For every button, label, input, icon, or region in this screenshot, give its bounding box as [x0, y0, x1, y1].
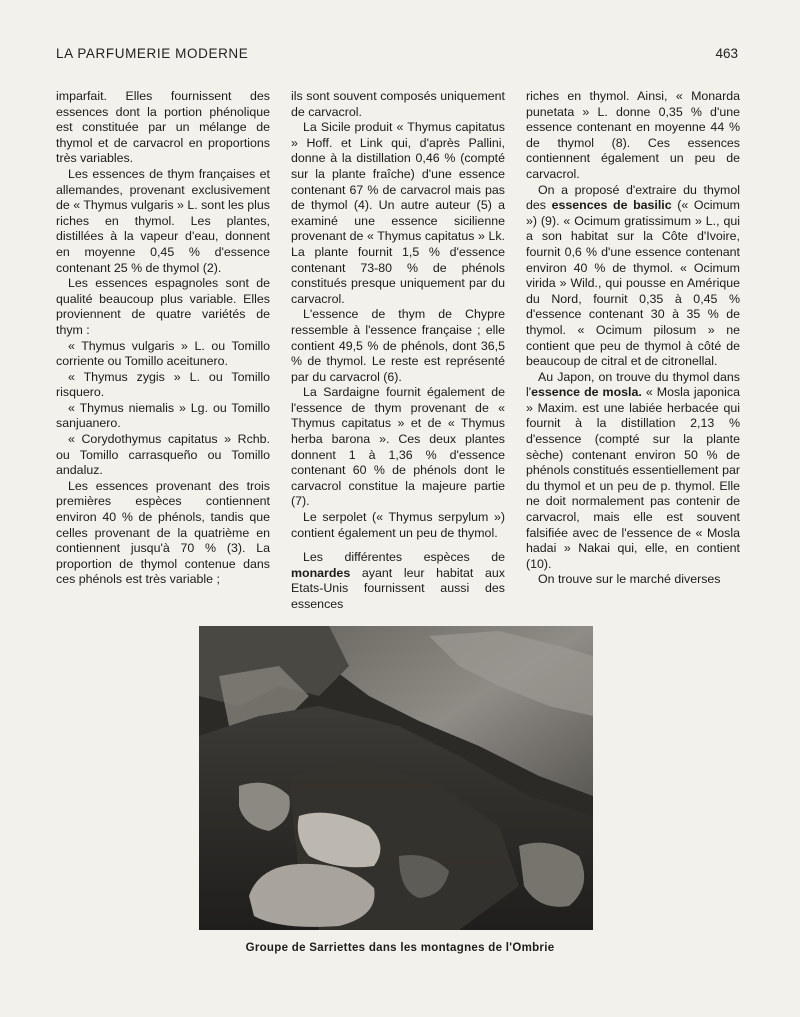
column-3	[526, 89, 740, 587]
paragraph	[291, 550, 505, 612]
paragraph: ils sont souvent composés uniquement de carvacrol.	[291, 89, 505, 119]
text-run: « Mosla japonica » Maxim. est une labiée herbacée qui fournit à la distillation 2,13 % d'essence (compté sur la plante sèche) contenant environ 50 % de phénols constitués essentiellement par du thymol et un peu de p. thymol. Elle ne doit normalement pas contenir de carvacrol, mais elle est souvent falsifiée avec de l'essence de « Mosla hadai » Nakai qui, elle, en contient (10).	[526, 385, 740, 571]
bold-term: essence de mosla.	[531, 385, 642, 400]
article-body	[56, 89, 740, 611]
paragraph	[526, 370, 740, 573]
paragraph: « Corydothymus capitatus » Rchb. ou Tomillo carrasqueño ou Tomillo andaluz.	[56, 432, 270, 478]
paragraph: « Thymus zygis » L. ou Tomillo risquero.	[56, 369, 270, 400]
bold-term: monardes	[291, 565, 351, 580]
paragraph: La Sicile produit « Thymus capitatus » Hoff. et Link qui, d'après Pallini, donne à la distillation 0,46 % (compté sur la plante fraîche) d'une essence contenant 67 % de carvacrol mais pas de thymol (4). Un autre auteur (5) a examiné une essence sicilienne provenant de « Thymus capitatus » Lk. La plante fournit 1,5 % d'essence contenant 73-80 % de phénols constitués presque uniquement par du carvacrol.	[291, 120, 505, 306]
paragraph: La Sardaigne fournit également de l'essence de thym provenant de « Thymus capitatus » et de « Thymus herba barona ». Ces deux plantes donnent 1 à 1,36 % d'essence contenant 60 % de phénols dont le carvacrol constitue la majeure partie (7).	[291, 385, 505, 509]
landscape-photo	[199, 626, 593, 930]
column-1	[56, 89, 270, 587]
bold-term: essences de basilic	[551, 198, 672, 213]
paragraph: Les essences de thym françaises et allemandes, provenant exclusivement de « Thymus vulgaris » L. sont les plus riches en thymol. Les plantes, distillées à la vapeur d'eau, donnent en moyenne 0,45 % d'essence contenant 25 % de thymol (2).	[56, 166, 270, 275]
paragraph: On trouve sur le marché diverses	[538, 572, 721, 587]
paragraph: « Thymus niemalis » Lg. ou Tomillo sanjuanero.	[56, 400, 270, 431]
text-run: Les différentes espèces de	[303, 550, 505, 565]
paragraph: Les essences espagnoles sont de qualité beaucoup plus variable. Elles proviennent de quatre variétés de thym :	[56, 276, 270, 337]
photo-illustration	[199, 626, 593, 930]
paragraph: « Thymus vulgaris » L. ou Tomillo corriente ou Tomillo aceitunero.	[56, 338, 270, 369]
column-2	[291, 89, 505, 611]
paragraph	[526, 183, 740, 370]
page-number: 463	[715, 46, 738, 61]
paragraph: L'essence de thym de Chypre ressemble à l'essence française ; elle contient 49,5 % de phénols, dont 36,5 % de thymol. Le reste est représenté par du carvacrol (6).	[291, 307, 505, 384]
text-run: (« Ocimum ») (9). « Ocimum gratissimum » L., qui a son habitat sur la Côte d'Ivoire, fournit 0,6 % d'une essence contenant environ 40 % de thymol. « Ocimum virida » Wild., qui pousse en Amérique du Nord, fournit 0,35 à 0,45 % d'essence contenant 30 à 35 % de thymol. « Ocimum pilosum » ne contient que peu de thymol à côté de beaucoup de citral et de citronellal.	[526, 198, 740, 369]
paragraph: Les essences provenant des trois premières espèces contiennent environ 40 % de phénols, tandis que celles provenant de la quatrième en contiennent jusqu'à 70 % (3). La proportion de thymol contenue dans ces phénols est très variable ;	[56, 478, 270, 587]
text-run: Au Japon, on trouve du thymol dans l'	[526, 369, 740, 400]
paragraph: Le serpolet (« Thymus serpylum ») contient également un peu de thymol.	[291, 510, 505, 540]
text-run: ayant leur habitat aux Etats-Unis fournissent aussi des essences	[291, 565, 505, 611]
paragraph: riches en thymol. Ainsi, « Monarda punetata » L. donne 0,35 % d'une essence contenant en moyenne 44 % de thymol (8). Ces essences contiennent également un peu de carvacrol.	[526, 89, 740, 181]
text-run: On a proposé d'extraire du thymol des	[526, 182, 740, 213]
figure-caption: Groupe de Sarriettes dans les montagnes de l'Ombrie	[245, 942, 555, 954]
running-head: LA PARFUMERIE MODERNE	[56, 46, 249, 61]
paragraph: imparfait. Elles fournissent des essences dont la portion phénolique est constituée par un mélange de thymol et de carvacrol en proportions très variables.	[56, 89, 270, 166]
